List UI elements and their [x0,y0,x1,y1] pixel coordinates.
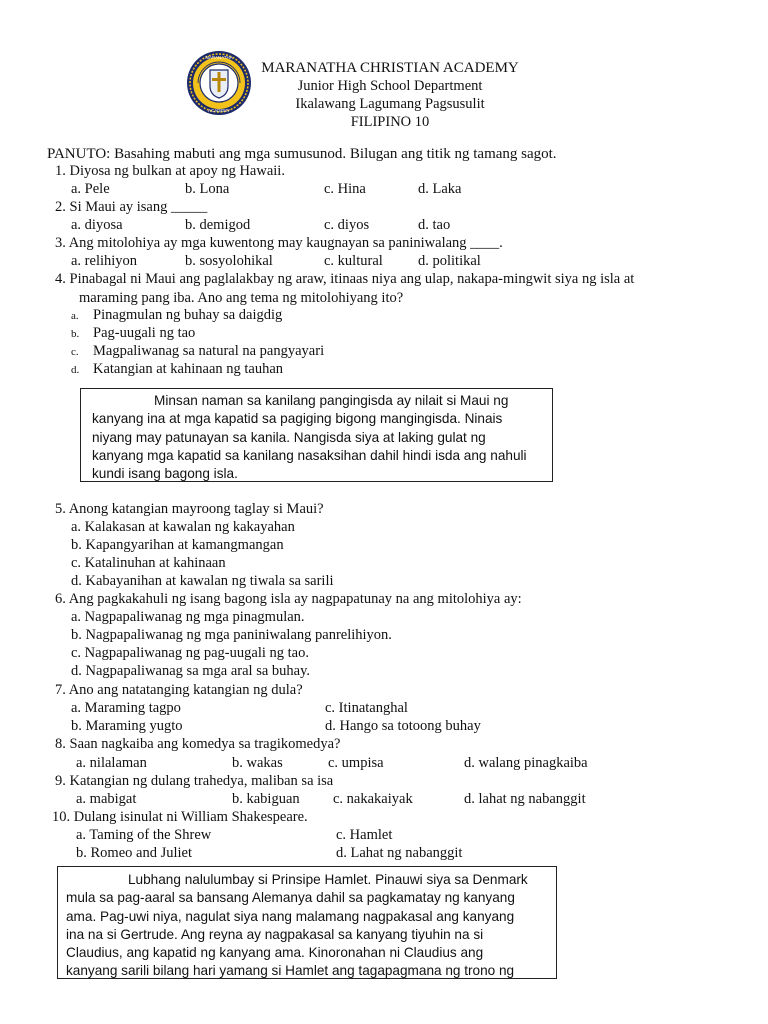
q2-choice-a: a. diyosa [71,217,123,233]
q8-choice-d: d. walang pinagkaiba [464,755,588,771]
question-9: 9. Katangian ng dulang trahedya, maliban sa isa [55,773,334,789]
q6-choice-c: c. Nagpapaliwanag ng pag-uugali ng tao. [71,645,309,661]
q6-choice-d: d. Nagpapaliwanag sa mga aral sa buhay. [71,663,311,679]
q3-choice-b: b. sosyolohikal [185,253,273,269]
q10-choice-c: c. Hamlet [336,827,393,843]
q10-choice-b: b. Romeo and Juliet [76,845,192,861]
passage2-line: Lubhang nalulumbay si Prinsipe Hamlet. Pinauwi siya sa Denmark [128,872,528,887]
q3-choice-c: c. kultural [324,253,383,269]
q7-choice-c: c. Itinatanghal [325,700,408,716]
q4-letter-d: d. [71,364,80,376]
q7-choice-a: a. Maraming tagpo [71,700,181,716]
passage1-line: kundi isang bagong isla. [92,466,238,482]
question-10: 10. Dulang isinulat ni William Shakespeare. [52,809,308,825]
q4-choice-a: Pinagmulan ng buhay sa daigdig [93,307,283,323]
q5-choice-c: c. Katalinuhan at kahinaan [71,555,226,571]
passage-box-maui [80,388,553,482]
passage1-line: Minsan naman sa kanilang pangingisda ay nilait si Maui ng [154,393,509,408]
passage-box-hamlet [57,866,557,979]
q4-choice-d: Katangian at kahinaan ng tauhan [93,361,284,377]
instructions: PANUTO: Basahing mabuti ang mga sumusunod. Bilugan ang titik ng tamang sagot. [47,146,557,162]
q5-choice-d: d. Kabayanihan at kawalan ng tiwala sa sarili [71,573,334,589]
question-7: 7. Ano ang natatanging katangian ng dula? [55,682,303,698]
q1-choice-c: c. Hina [324,181,366,197]
q2-choice-d: d. tao [418,217,451,233]
q9-choice-d: d. lahat ng nabanggit [464,791,586,807]
q5-choice-a: a. Kalakasan at kawalan ng kakayahan [71,519,295,535]
passage1-line: kanyang mga kapatid sa kanilang nasaksihan dahil hindi isda ang nahuli [92,447,527,463]
q10-choice-a: a. Taming of the Shrew [76,827,212,843]
q8-choice-a: a. nilalaman [76,755,147,771]
question-6: 6. Ang pagkakahuli ng isang bagong isla ay nagpapatunay na ang mitolohiya ay: [55,591,522,607]
q8-choice-b: b. wakas [232,755,283,771]
question-4: 4. Pinabagal ni Maui ang paglalakbay ng araw, itinaas niya ang ulap, nakapa-mingwit siya ng isla at [55,271,635,287]
q4-letter-b: b. [71,328,80,340]
q9-choice-c: c. nakakaiyak [333,791,413,807]
q4-choice-c: Magpaliwanag sa natural na pangyayari [93,343,325,359]
passage2-line: ama. Pag-uwi niya, nagulat siya nang malamang nagpakasal ang kanyang [66,908,515,924]
q2-choice-c: c. diyos [324,217,370,233]
passage2-line: kanyang sarili bilang hari yamang si Hamlet ang tagapagmana ng trono ng [66,963,515,979]
passage1-line: kanyang ina at mga kapatid sa pagiging bigong mangingisda. Ninais [92,411,503,427]
question-5: 5. Anong katangian mayroong taglay si Maui? [55,501,324,517]
passage1-line: niyang may patunayan sa kanila. Nangisda siya at laking gulat ng [92,429,486,445]
q6-choice-b: b. Nagpapaliwanag ng mga paniniwalang panrelihiyon. [71,627,392,643]
passage2-line: mula sa pag-aaral sa bansang Alemanya dahil sa pagkamatay ng kanyang [66,890,515,906]
q7-choice-d: d. Hango sa totoong buhay [325,718,481,734]
question-8: 8. Saan nagkaiba ang komedya sa tragikomedya? [55,736,341,752]
q4-choice-b: Pag-uugali ng tao [93,325,196,341]
svg-text:MARANATHA: MARANATHA [205,55,233,60]
q6-choice-a: a. Nagpapaliwanag ng mga pinagmulan. [71,609,305,625]
subject: FILIPINO 10 [350,114,430,130]
q2-choice-b: b. demigod [185,217,251,233]
department: Junior High School Department [297,78,483,94]
passage2-line: ina na si Gertrude. Ang reyna ay nagpakasal sa kanyang tiyuhin na si [66,926,484,942]
q10-choice-d: d. Lahat ng nabanggit [336,845,463,861]
q5-choice-b: b. Kapangyarihan at kamangmangan [71,537,284,553]
q3-choice-a: a. relihiyon [71,253,138,269]
question-1: 1. Diyosa ng bulkan at apoy ng Hawaii. [55,163,285,179]
q1-choice-a: a. Pele [71,181,110,197]
question-4-line2: maraming pang iba. Ano ang tema ng mitolohiyang ito? [79,290,404,306]
school-name: MARANATHA CHRISTIAN ACADEMY [261,60,519,76]
q3-choice-d: d. politikal [418,253,481,269]
q9-choice-b: b. kabiguan [232,791,300,807]
question-2: 2. Si Maui ay isang _____ [55,199,208,215]
q1-choice-d: d. Laka [418,181,462,197]
q8-choice-c: c. umpisa [328,755,384,771]
q7-choice-b: b. Maraming yugto [71,718,183,734]
svg-text:ACADEMY: ACADEMY [208,108,230,113]
q9-choice-a: a. mabigat [76,791,137,807]
passage2-line: Claudius, ang kapatid ng kanyang ama. Kinoronahan ni Claudius ang [66,945,484,961]
q4-letter-a: a. [71,310,79,322]
q1-choice-b: b. Lona [185,181,230,197]
exam-title: Ikalawang Lagumang Pagsusulit [295,96,485,112]
question-3: 3. Ang mitolohiya ay mga kuwentong may kaugnayan sa paniniwalang ____. [55,235,503,251]
q4-letter-c: c. [71,346,79,358]
